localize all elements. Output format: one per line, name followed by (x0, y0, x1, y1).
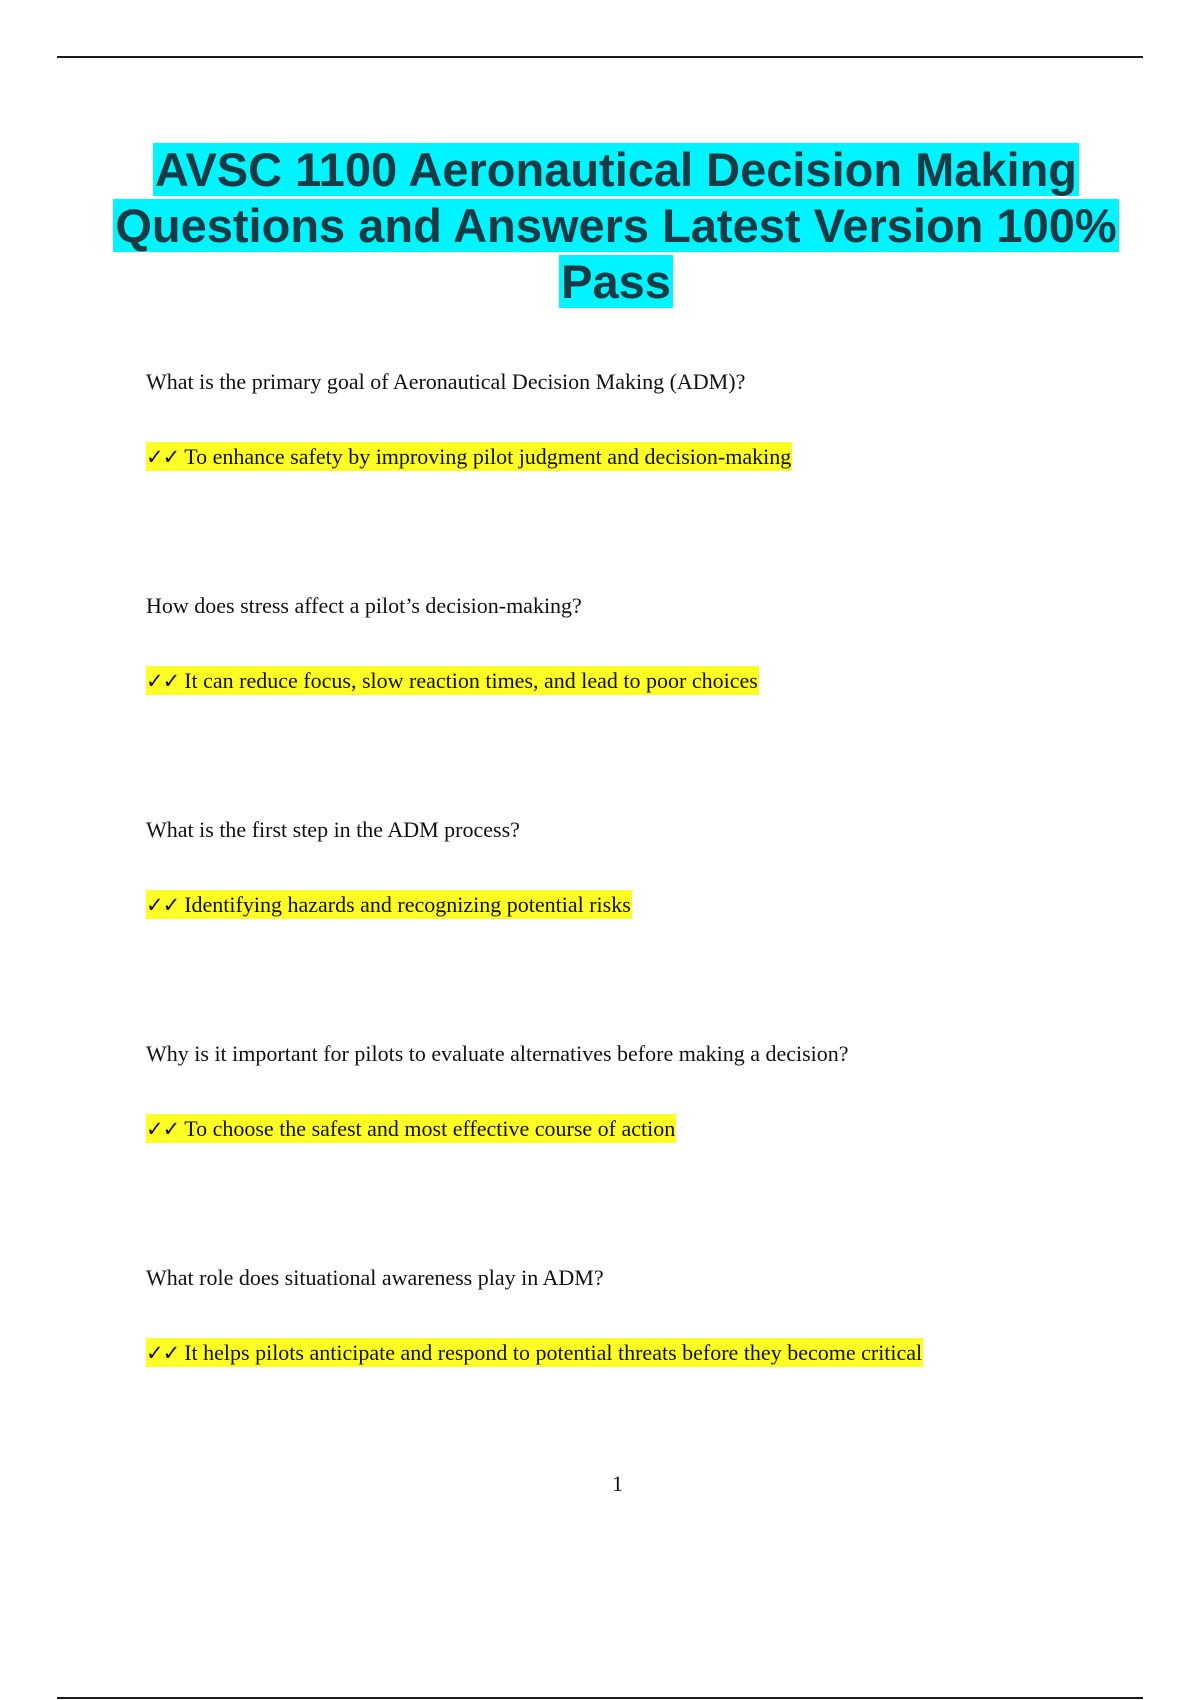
question-text: How does stress affect a pilot’s decision-making? (146, 593, 582, 618)
answer-text: To enhance safety by improving pilot judgment and decision-making (184, 444, 792, 469)
answer (146, 1114, 676, 1144)
double-check-icon: ✓✓ (146, 669, 180, 693)
answer-text: Identifying hazards and recognizing potential risks (184, 892, 631, 917)
question-text: What role does situational awareness play in ADM? (146, 1265, 604, 1290)
qa-item (146, 1040, 1146, 1141)
answer (146, 1338, 923, 1368)
footer-rule (57, 1697, 1143, 1699)
answer-text: It helps pilots anticipate and respond to potential threats before they become critical (184, 1340, 923, 1365)
double-check-icon: ✓✓ (146, 445, 180, 469)
qa-item (146, 816, 1146, 917)
double-check-icon: ✓✓ (146, 893, 180, 917)
double-check-icon: ✓✓ (146, 1117, 180, 1141)
title-highlight: AVSC 1100 Aeronautical Decision Making Questions and Answers Latest Version 100% Pass (115, 143, 1117, 308)
page-number: 1 (612, 1471, 623, 1496)
qa-item (146, 1264, 1146, 1365)
answer-highlight (146, 442, 792, 471)
qa-item (146, 592, 1146, 693)
answer-highlight (146, 1114, 676, 1143)
answer-highlight (146, 1338, 923, 1367)
answer (146, 890, 632, 920)
qa-item (146, 368, 1146, 469)
question-text: Why is it important for pilots to evaluate alternatives before making a decision? (146, 1041, 849, 1066)
question-text: What is the first step in the ADM process? (146, 817, 520, 842)
answer-text: It can reduce focus, slow reaction times, and lead to poor choices (184, 668, 758, 693)
double-check-icon: ✓✓ (146, 1341, 180, 1365)
answer-highlight (146, 890, 632, 919)
answer (146, 442, 792, 472)
answer (146, 666, 759, 696)
question-text: What is the primary goal of Aeronautical Decision Making (ADM)? (146, 369, 746, 394)
answer-highlight (146, 666, 759, 695)
answer-text: To choose the safest and most effective course of action (184, 1116, 676, 1141)
